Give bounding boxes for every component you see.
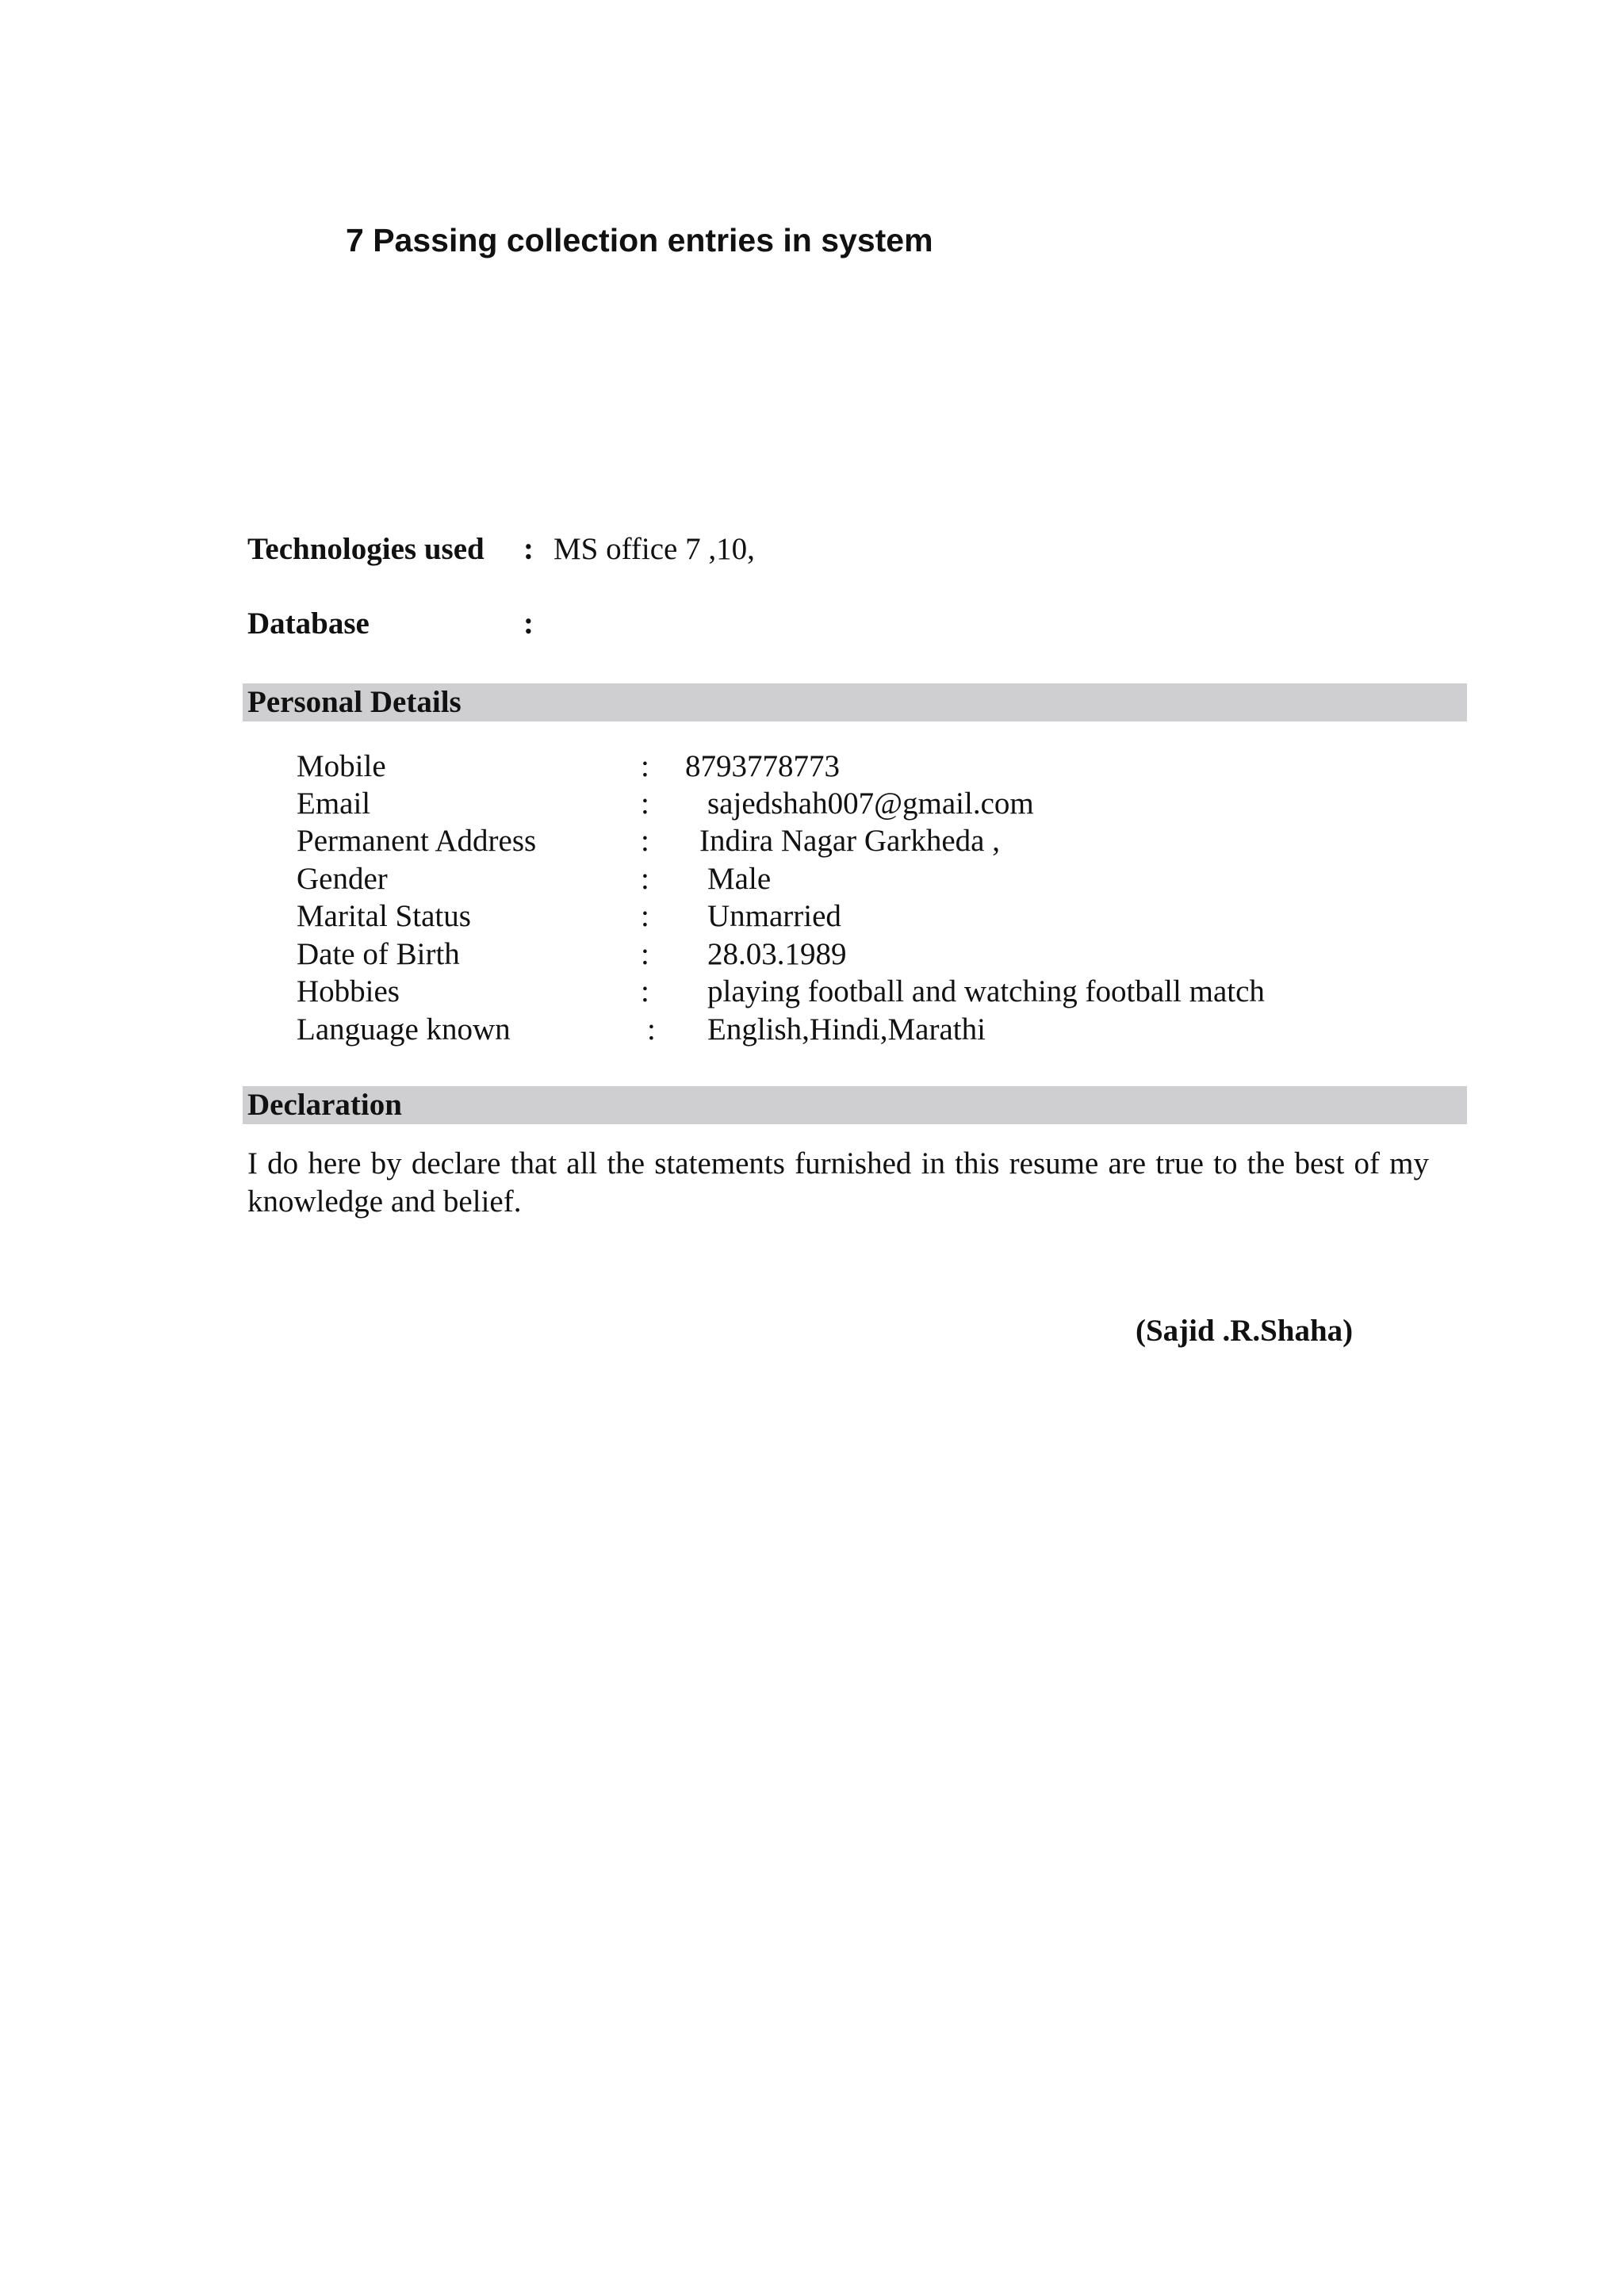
technologies-label: Technologies used — [247, 532, 485, 566]
email-value: sajedshah007@gmail.com — [707, 786, 1034, 821]
address-value: Indira Nagar Garkheda , — [699, 824, 1000, 858]
address-colon: : — [641, 824, 649, 858]
dob-value: 28.03.1989 — [707, 937, 847, 971]
personal-details-title: Personal Details — [247, 685, 462, 719]
hobbies-colon: : — [641, 974, 649, 1008]
mobile-value: 8793778773 — [685, 749, 840, 783]
hobbies-value: playing football and watching football match — [707, 974, 1265, 1008]
dob-colon: : — [641, 937, 649, 971]
database-colon: : — [523, 607, 534, 641]
marital-status-label: Marital Status — [297, 899, 471, 933]
database-label: Database — [247, 607, 370, 641]
email-colon: : — [641, 786, 649, 821]
hobbies-label: Hobbies — [297, 974, 400, 1008]
gender-label: Gender — [297, 862, 388, 896]
gender-colon: : — [641, 862, 649, 896]
mobile-label: Mobile — [297, 749, 386, 783]
mobile-colon: : — [641, 749, 649, 783]
marital-status-value: Unmarried — [707, 899, 841, 933]
signature-name: (Sajid .R.Shaha) — [1136, 1314, 1354, 1348]
language-value: English,Hindi,Marathi — [707, 1012, 986, 1047]
email-label: Email — [297, 786, 371, 821]
declaration-title: Declaration — [247, 1088, 402, 1122]
language-label: Language known — [297, 1012, 511, 1047]
declaration-text: I do here by declare that all the statements furnished in this resume are true to the best of my knowledge and belief. — [247, 1146, 1429, 1219]
technologies-colon: : — [523, 532, 534, 566]
marital-status-colon: : — [641, 899, 649, 933]
technologies-value: MS office 7 ,10, — [553, 532, 755, 566]
personal-details-header — [243, 683, 1467, 721]
dob-label: Date of Birth — [297, 937, 460, 971]
language-colon: : — [647, 1012, 656, 1047]
project-list-item: 7 Passing collection entries in system — [346, 222, 933, 258]
gender-value: Male — [707, 862, 772, 896]
declaration-header — [243, 1086, 1467, 1124]
address-label: Permanent Address — [297, 824, 537, 858]
